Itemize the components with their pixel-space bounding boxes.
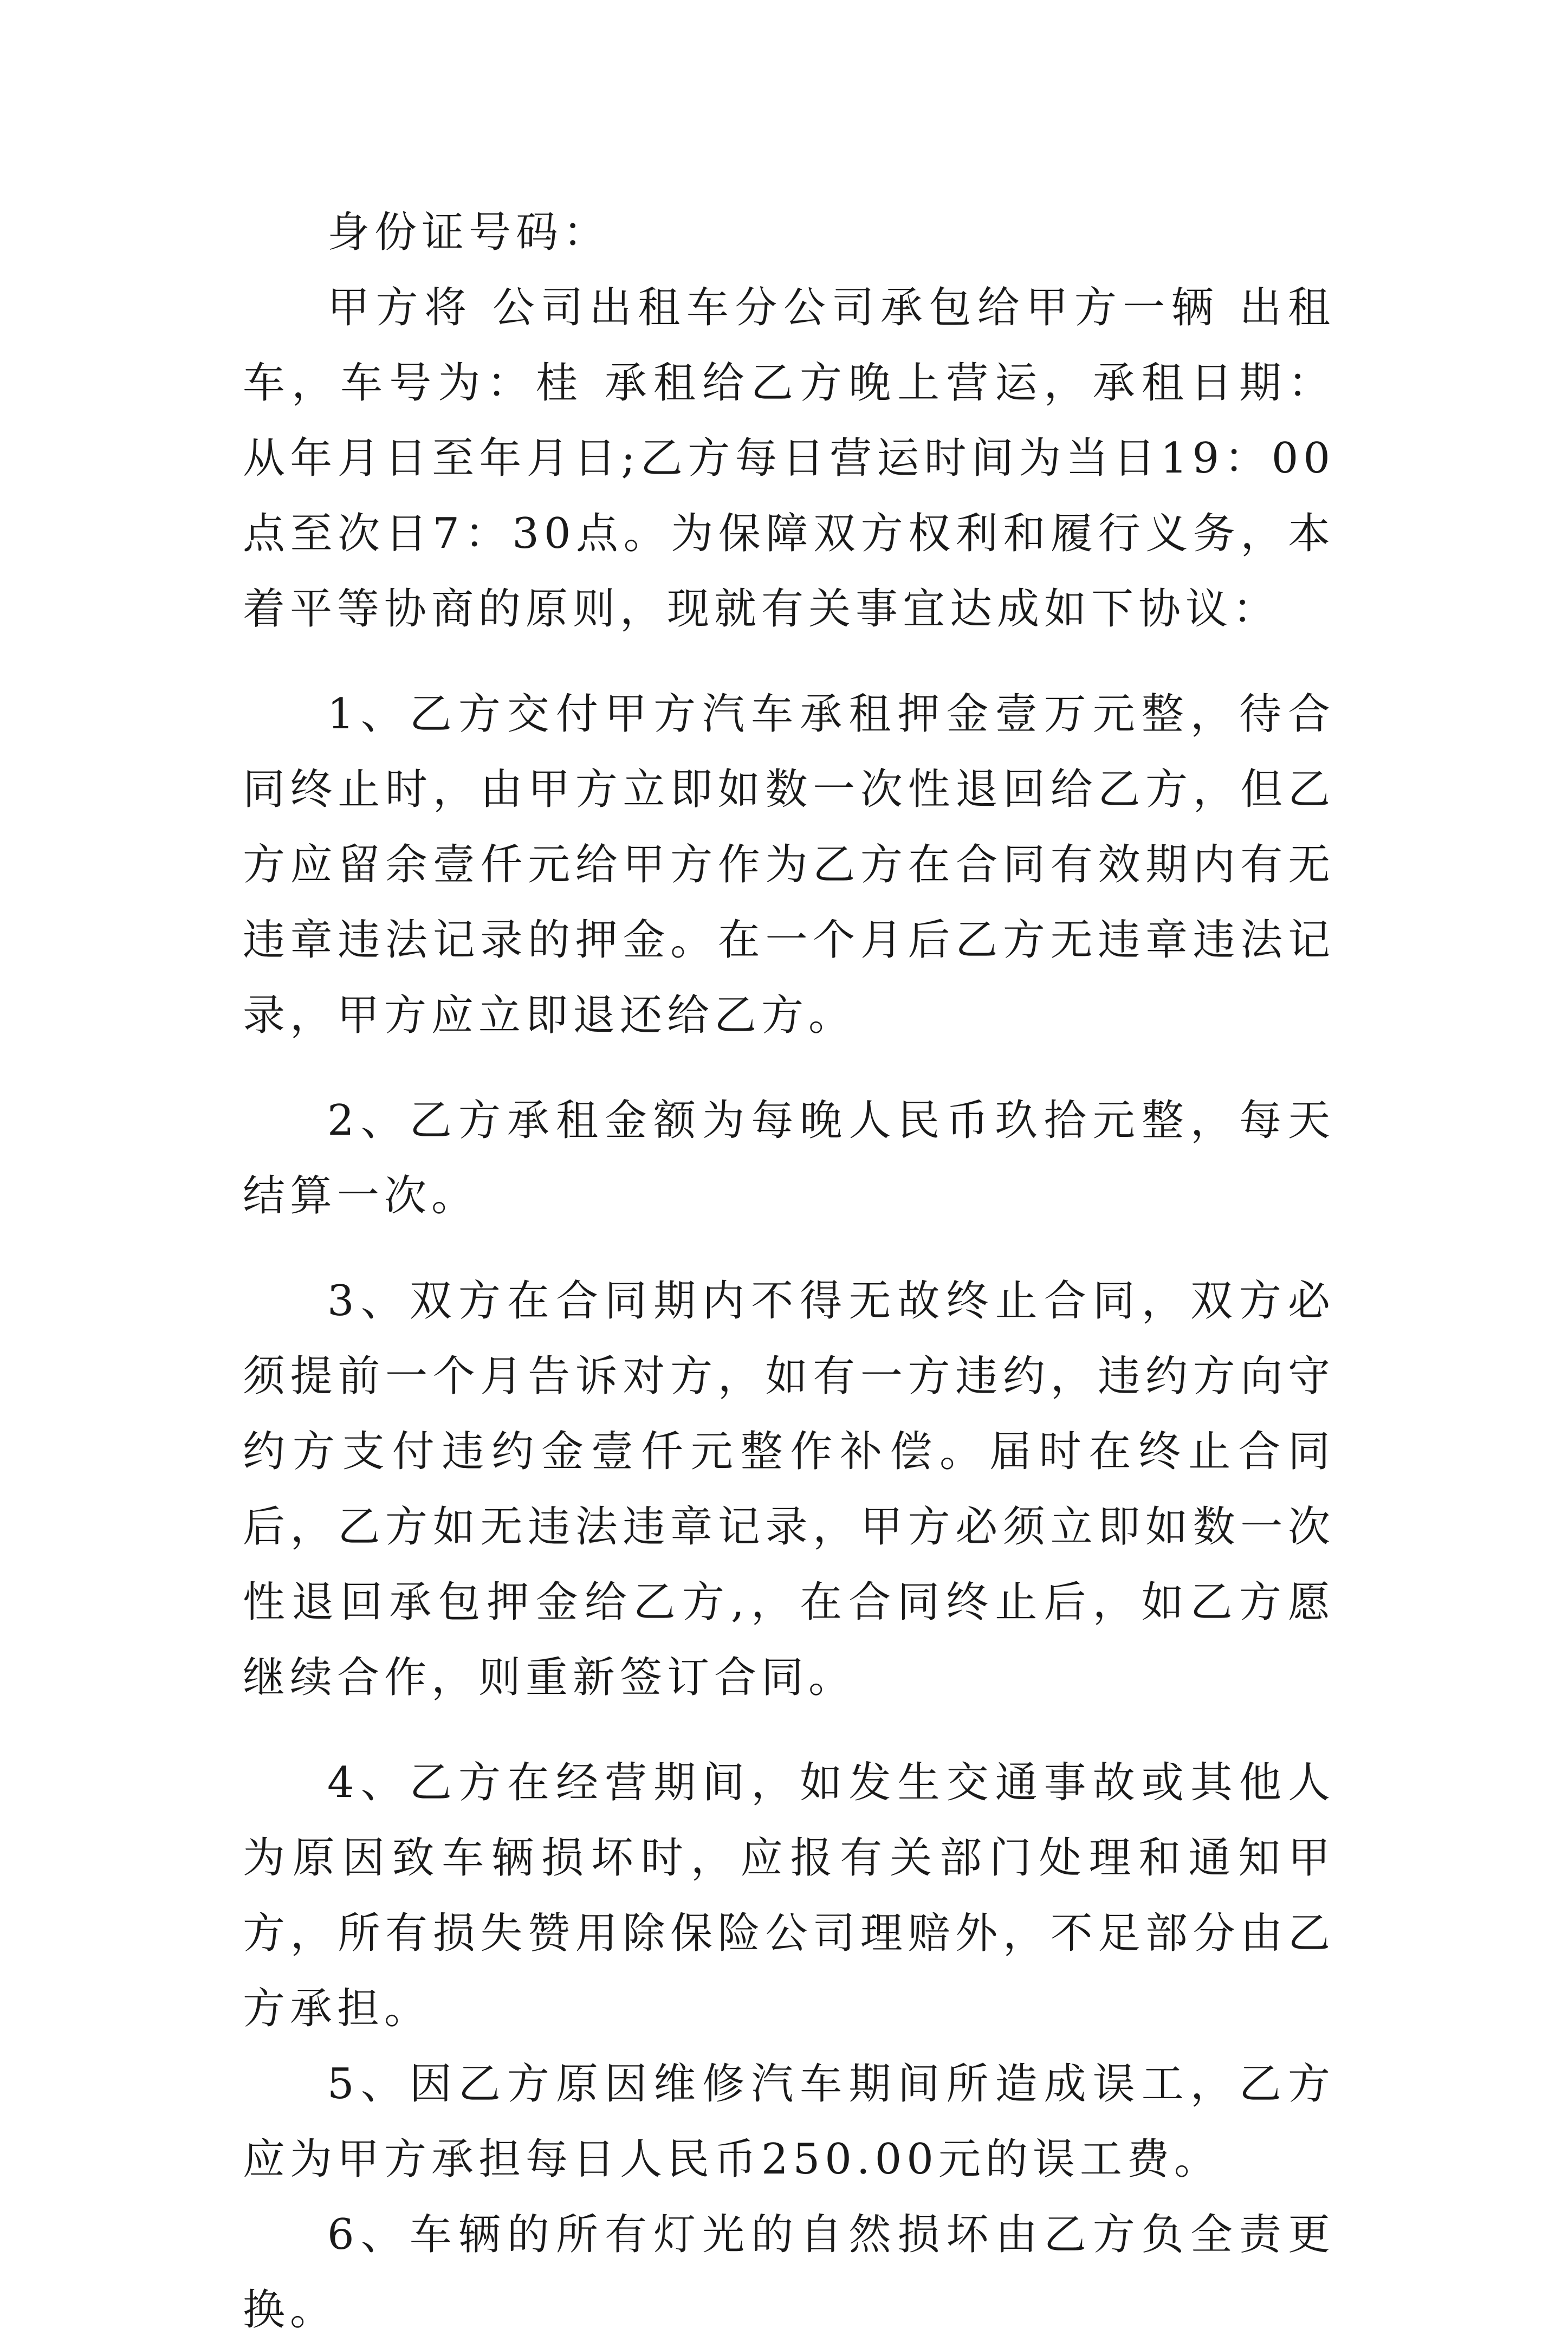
clause-3: 3、双方在合同期内不得无故终止合同，双方必须提前一个月告诉对方，如有一方违约，违约方向守约方支付违约金壹仟元整作补偿。届时在终止合同后，乙方如无违法违章记录，甲方必须立即如数一次性退回承包押金给乙方,，在合同终止后，如乙方愿继续合作，则重新签订合同。: [243, 1277, 1335, 1702]
document-body: [243, 195, 1335, 2348]
clause-5: 5、因乙方原因维修汽车期间所造成误工，乙方应为甲方承担每日人民币250.00元的误工费。: [243, 2060, 1335, 2184]
clause-6: 6、车辆的所有灯光的自然损坏由乙方负全责更换。: [243, 2210, 1335, 2334]
clause-4: 4、乙方在经营期间，如发生交通事故或其他人为原因致车辆损坏时，应报有关部门处理和通知甲方，所有损失赞用除保险公司理赔外，不足部分由乙方承担。: [243, 1758, 1335, 2033]
clause-1: 1、乙方交付甲方汽车承租押金壹万元整，待合同终止时，由甲方立即如数一次性退回给乙方，但乙方应留余壹仟元给甲方作为乙方在合同有效期内有无违章违法记录的押金。在一个月后乙方无违章违法记录，甲方应立即退还给乙方。: [243, 690, 1335, 1040]
intro-paragraph: 甲方将 公司出租车分公司承包给甲方一辆 出租车，车号为：桂 承租给乙方晚上营运，承租日期：从年月日至年月日;乙方每日营运时间为当日19：00点至次日7：30点。为保障双方权利和履行义务，本着平等协商的原则，现就有关事宜达成如下协议：: [243, 283, 1335, 633]
clause-2: 2、乙方承租金额为每晚人民币玖拾元整，每天结算一次。: [243, 1096, 1335, 1220]
id-number-line: 身份证号码：: [327, 208, 611, 257]
